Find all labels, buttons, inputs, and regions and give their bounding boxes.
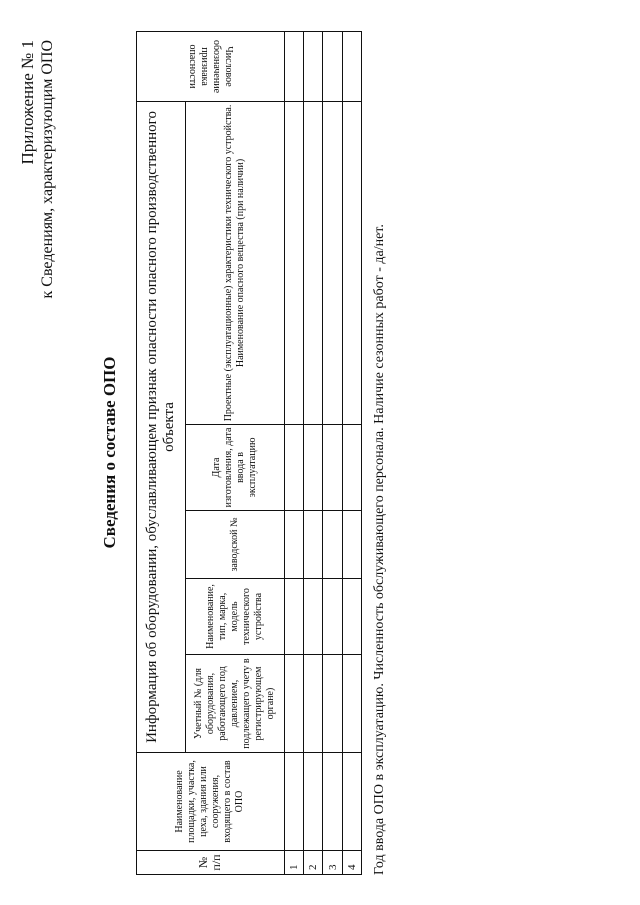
appendix-header	[18, 40, 58, 298]
document-title: Сведения о составе ОПО	[100, 356, 119, 549]
appendix-number: Приложение № 1	[18, 40, 37, 165]
row-number: 2	[304, 851, 323, 875]
header-specifications	[185, 101, 284, 424]
footer-note: Год ввода ОПО в эксплуатацию. Численность обслуживающего персонала. Наличие сезонных работ - да/нет.	[372, 224, 387, 875]
specs-line-1: Проектные (эксплуатационные) характеристики технического устройства.	[222, 104, 234, 422]
header-number: № п/п	[137, 851, 285, 875]
appendix-reference: к Сведениям, характеризующим ОПО	[39, 40, 56, 299]
header-device-name: Наименование, тип, марка, модель технического устройства	[185, 579, 284, 655]
table-row	[323, 31, 342, 874]
specs-line-2: Наименование опасного вещества (при наличии)	[234, 158, 246, 368]
header-account-number: Учетный № (для оборудования, работающего под давлением, подлежащего учету в регистрирующем органе)	[185, 655, 284, 753]
hazard-sign-label: Числовое обозначение признака опасности	[187, 39, 235, 93]
header-hazard-sign	[137, 31, 285, 101]
row-number: 1	[284, 851, 303, 875]
header-serial-number: заводской №	[185, 511, 284, 579]
table-row	[284, 31, 303, 874]
header-equipment-group: Информация об оборудовании, обуславливающем признак опасности опасного производственного объекта	[137, 101, 186, 752]
header-site: Наименование площадки, участка, цеха, здания или сооружения, входящего в состав ОПО	[137, 753, 285, 851]
row-number: 3	[323, 851, 342, 875]
table-row	[342, 31, 361, 874]
header-manufacture-date: Дата изготовления, дата ввода в эксплуатацию	[185, 425, 284, 511]
row-number: 4	[342, 851, 361, 875]
opo-composition-table	[136, 31, 362, 875]
table-row	[304, 31, 323, 874]
